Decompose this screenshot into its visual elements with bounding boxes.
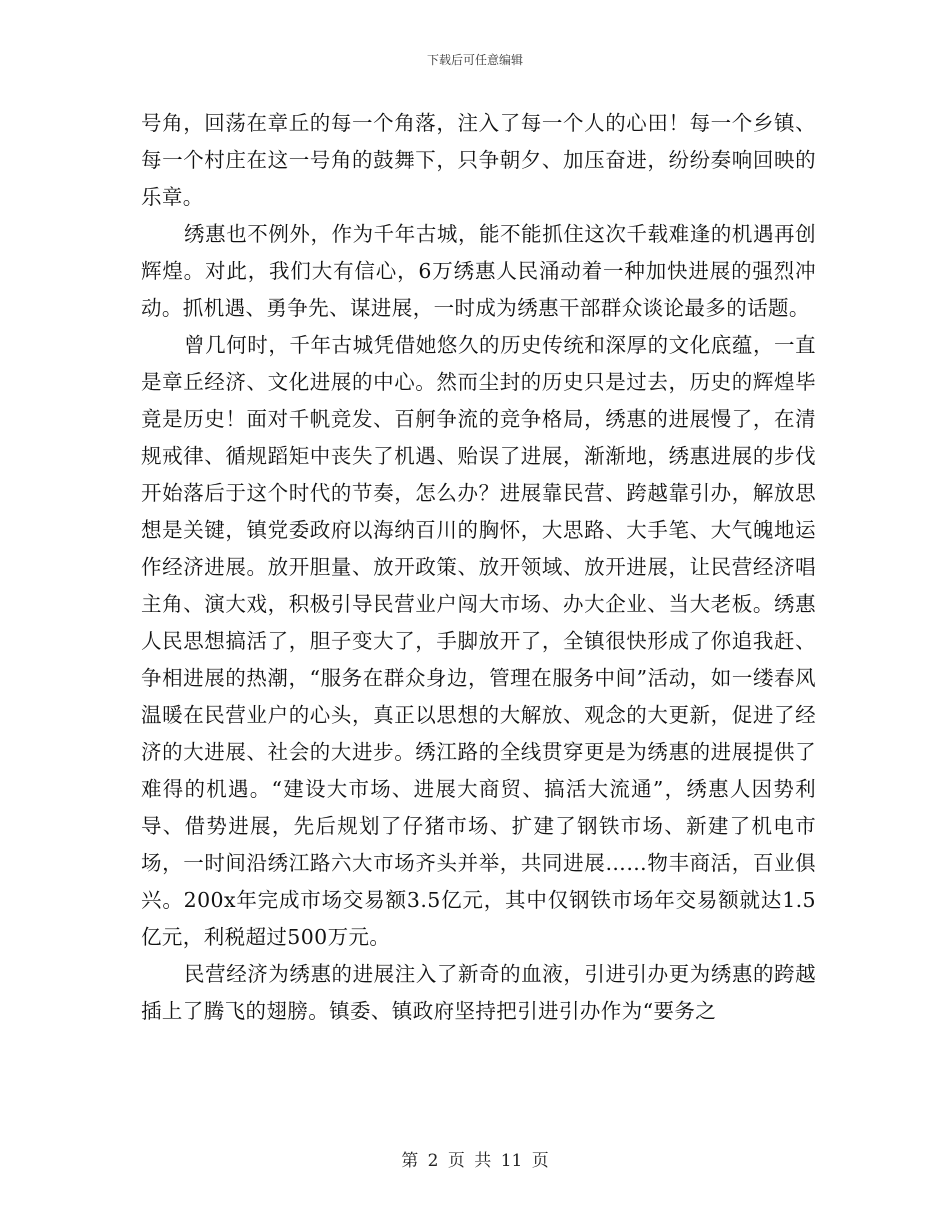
paragraph: 绣惠也不例外，作为千年古城，能不能抓住这次千载难逢的机遇再创辉煌。对此，我们大有信心，6万绣惠人民涌动着一种加快进展的强烈冲动。抓机遇、勇争先、谋进展，一时成为绣惠干部群众谈论最多的话题。	[141, 222, 816, 320]
paragraph-continued: 号角，回荡在章丘的每一个角落，注入了每一个人的心田！每一个乡镇、每一个村庄在这一号角的鼓舞下，只争朝夕、加压奋进，纷纷奏响回映的乐章。	[141, 111, 816, 209]
document-body	[141, 105, 816, 1030]
page-number-footer: 第 2 页 共 11 页	[401, 1151, 549, 1171]
paragraph: 民营经济为绣惠的进展注入了新奇的血液，引进引办更为绣惠的跨越插上了腾飞的翅膀。镇委、镇政府坚持把引进引办作为“要务之	[141, 962, 816, 1023]
page-header: 下载后可任意编辑	[426, 53, 523, 67]
paragraph: 曾几何时，千年古城凭借她悠久的历史传统和深厚的文化底蕴，一直是章丘经济、文化进展的中心。然而尘封的历史只是过去，历史的辉煌毕竟是历史！面对千帆竞发、百舸争流的竞争格局，绣惠的进展慢了，在清规戒律、循规蹈矩中丧失了机遇、贻误了进展，渐渐地，绣惠进展的步伐开始落后于这个时代的节奏，怎么办？进展靠民营、跨越靠引办，解放思想是关键，镇党委政府以海纳百川的胸怀，大思路、大手笔、大气魄地运作经济进展。放开胆量、放开政策、放开领域、放开进展，让民营经济唱主角、演大戏，积极引导民营业户闯大市场、办大企业、当大老板。绣惠人民思想搞活了，胆子变大了，手脚放开了，全镇很快形成了你追我赶、争相进展的热潮，“服务在群众身边，管理在服务中间”活动，如一缕春风温暖在民营业户的心头，真正以思想的大解放、观念的大更新，促进了经济的大进展、社会的大进步。绣江路的全线贯穿更是为绣惠的进展提供了难得的机遇。“建设大市场、进展大商贸、搞活大流通”，绣惠人因势利导、借势进展，先后规划了仔猪市场、扩建了钢铁市场、新建了机电市场，一时间沿绣江路六大市场齐头并举，共同进展……物丰商活，百业俱兴。200x年完成市场交易额3.5亿元，其中仅钢铁市场年交易额就达1.5亿元，利税超过500万元。	[141, 333, 816, 949]
